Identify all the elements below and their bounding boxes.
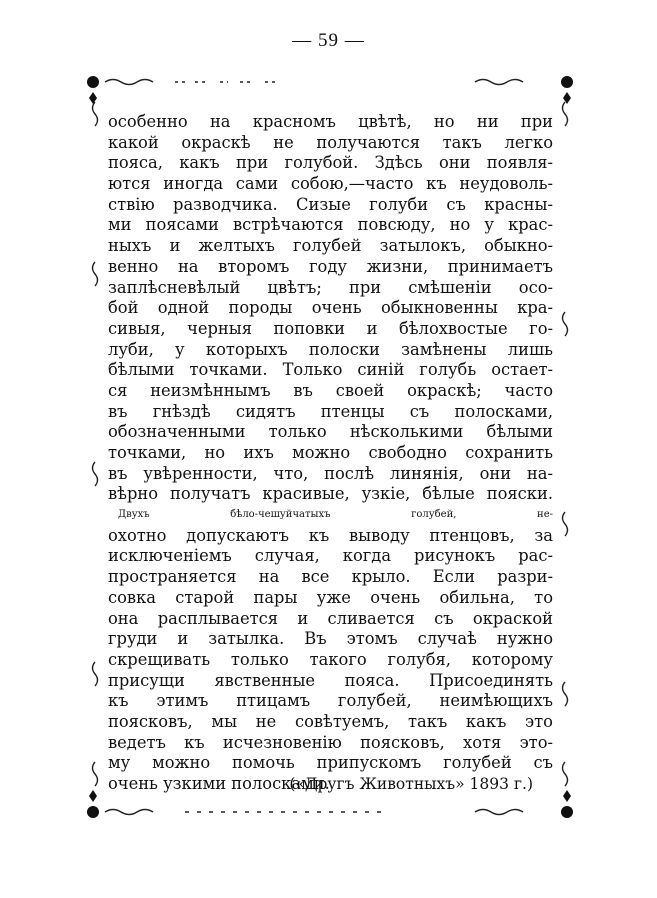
text-line: бѣлыми точками. Только синій голубь остает- (108, 360, 553, 380)
text-line: охотно допускаютъ къ выводу птенцовъ, за (108, 525, 553, 545)
text-line: присущи явственные пояса. Присоединять (108, 670, 553, 690)
text-line: особенно на красномъ цвѣтѣ, но ни при (108, 112, 553, 131)
text-line: въ гнѣздѣ сидятъ птенцы съ полосками, (108, 401, 553, 421)
text-line: точками, но ихъ можно свободно сохранить (108, 443, 553, 462)
text-line: она расплывается и сливается съ окраской (108, 608, 553, 628)
text-line: луби, у которыхъ полоски замѣнены лишь (108, 339, 553, 359)
text-line: ся неизмѣннымъ въ своей окраскѣ; часто (108, 380, 553, 400)
text-line: ми поясами встрѣчаются повсюду, но у крас- (108, 215, 553, 235)
text-line: вѣрно получатъ красивые, узкіе, бѣлые пояски. (108, 484, 553, 504)
article-text (108, 112, 553, 795)
text-line: ведетъ къ исчезновенію поясковъ, хотя это- (108, 732, 553, 752)
text-line: пространяется на все крыло. Если разри- (108, 567, 553, 587)
text-line: му можно помочь припускомъ голубей съ (108, 753, 553, 773)
text-line: сивыя, черныя поповки и бѣлохвостые го- (108, 318, 553, 338)
source-citation: («Другъ Животныхъ» 1893 г.) (289, 775, 533, 793)
text-line: Двухъ бѣло-чешуйчатыхъ голубей, не- (118, 509, 553, 521)
page-number: — 59 — (292, 30, 365, 51)
text-line: ствію разводчика. Сизые голуби съ красны- (108, 194, 553, 214)
text-line: обозначенными только нѣсколькими бѣлыми (108, 422, 553, 442)
text-line: пояса, какъ при голубой. Здѣсь они появля- (108, 153, 553, 173)
text-line: бой одной породы очень обыкновенны кра- (108, 298, 553, 318)
text-line: очень узкими полосками. (108, 774, 330, 793)
text-line: скрещивать только такого голубя, которому (108, 649, 553, 669)
text-line: поясковъ, мы не совѣтуемъ, такъ какъ это (108, 711, 553, 731)
text-line: венно на второмъ году жизни, принимаетъ (108, 256, 553, 276)
text-line: груди и затылка. Въ этомъ случаѣ нужно (108, 629, 553, 649)
text-line: ются иногда сами собою,—часто къ неудоволь- (108, 174, 553, 194)
text-line: заплѣсневѣлый цвѣтъ; при смѣшеніи осо- (108, 277, 553, 297)
text-line: совка старой пары уже очень обильна, то (108, 587, 553, 607)
text-line: исключеніемъ случая, когда рисунокъ рас- (108, 546, 553, 566)
text-line: къ этимъ птицамъ голубей, неимѣющихъ (108, 691, 553, 711)
text-line: ныхъ и желтыхъ голубей затылокъ, обыкно- (108, 236, 553, 256)
text-line: какой окраскѣ не получаются такъ легко (108, 132, 553, 152)
text-line: въ увѣренности, что, послѣ линянія, они на- (108, 463, 553, 483)
